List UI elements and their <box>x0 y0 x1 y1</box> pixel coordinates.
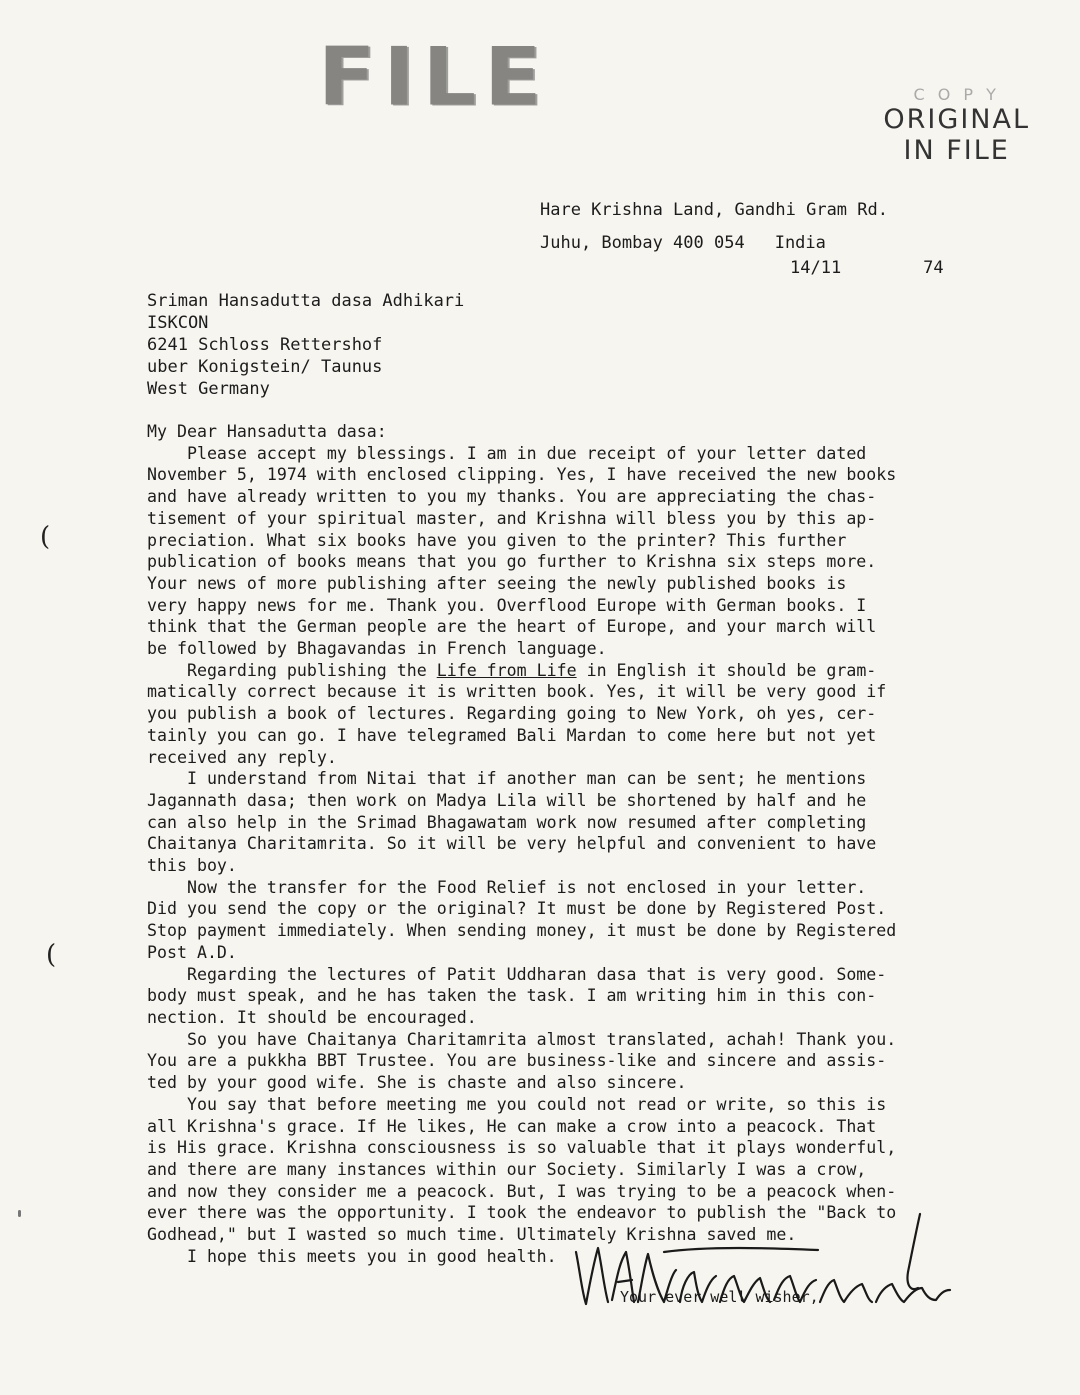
body-paragraphs <box>147 443 987 1268</box>
copy-stamp-faint: C O P Y <box>913 85 1000 104</box>
body-line: You are a pukkha BBT Trustee. You are business-like and sincere and assis- <box>147 1051 887 1071</box>
body-line: be followed by Bhagavandas in French language. <box>147 639 607 659</box>
letter-date <box>790 258 944 278</box>
body-line: very happy news for me. Thank you. Overflood Europe with German books. I <box>147 595 867 615</box>
body-line: I understand from Nitai that if another man can be sent; he mentions <box>147 769 867 789</box>
recipient-line: Sriman Hansadutta dasa Adhikari <box>147 291 465 311</box>
body-line: Please accept my blessings. I am in due receipt of your letter dated <box>147 443 867 463</box>
margin-mark: ( <box>40 522 51 552</box>
margin-mark: ( <box>46 940 57 970</box>
original-in-file-stamp <box>883 86 1030 166</box>
body-line: Your news of more publishing after seeing the newly published books is <box>147 573 847 593</box>
address-line1: Hare Krishna Land, Gandhi Gram Rd. <box>540 200 888 220</box>
body-line: and now they consider me a peacock. But, I was trying to be a peacock when- <box>147 1181 897 1201</box>
date-day-month: 14/11 <box>790 258 842 278</box>
body-line: received any reply. <box>147 747 337 767</box>
body-line: and have already written to you my thanks. You are appreciating the chas- <box>147 487 877 507</box>
body-line: matically correct because it is written book. Yes, it will be very good if <box>147 682 887 702</box>
body-line: preciation. What six books have you given to the printer? This further <box>147 530 847 550</box>
original-stamp-line1: ORIGINAL <box>883 104 1030 135</box>
address-country: India <box>774 233 826 253</box>
body-line: Jagannath dasa; then work on Madya Lila will be shortened by half and he <box>147 790 867 810</box>
body-line: tisement of your spiritual master, and Krishna will bless you by this ap- <box>147 508 877 528</box>
sender-address <box>540 194 888 260</box>
body-line: can also help in the Srimad Bhagawatam work now resumed after completing <box>147 812 867 832</box>
recipient-address <box>147 290 464 400</box>
body-line: Did you send the copy or the original? It must be done by Registered Post. <box>147 899 887 919</box>
body-line: Regarding the lectures of Patit Uddharan dasa that is very good. Some- <box>147 964 887 984</box>
file-stamp: FILE <box>318 30 550 124</box>
body-line: you publish a book of lectures. Regarding going to New York, oh yes, cer- <box>147 704 877 724</box>
body-line: Now the transfer for the Food Relief is not enclosed in your letter. <box>147 877 867 897</box>
body-line: all Krishna's grace. If He likes, He can make a crow into a peacock. That <box>147 1116 877 1136</box>
original-stamp-line2: IN FILE <box>903 135 1010 166</box>
body-line: publication of books means that you go further to Krishna six steps more. <box>147 552 877 572</box>
date-year: 74 <box>923 258 944 278</box>
body-line: November 5, 1974 with enclosed clipping. Yes, I have received the new books <box>147 465 897 485</box>
body-line: think that the German people are the heart of Europe, and your march will <box>147 617 877 637</box>
body-line: this boy. <box>147 856 237 876</box>
body-line: I hope this meets you in good health. <box>147 1246 557 1266</box>
salutation: My Dear Hansadutta dasa: <box>147 422 387 441</box>
body-line: ted by your good wife. She is chaste and also sincere. <box>147 1073 687 1093</box>
paper-speck <box>18 1210 21 1217</box>
body-line: Godhead," but I wasted so much time. Ultimately Krishna saved me. <box>147 1225 797 1245</box>
body-line: body must speak, and he has taken the task. I am writing him in this con- <box>147 986 877 1006</box>
body-line: and there are many instances within our Society. Similarly I was a crow, <box>147 1159 867 1179</box>
body-line: is His grace. Krishna consciousness is so valuable that it plays wonderful, <box>147 1138 897 1158</box>
body-line: Regarding publishing the Life from Life in English it should be gram- <box>147 660 877 680</box>
recipient-line: 6241 Schloss Rettershof <box>147 335 383 355</box>
body-line: Chaitanya Charitamrita. So it will be very helpful and convenient to have <box>147 834 877 854</box>
recipient-line: uber Konigstein/ Taunus <box>147 357 383 377</box>
body-line: Post A.D. <box>147 942 237 962</box>
underlined-book-title: Life from Life <box>436 660 577 680</box>
body-line: nection. It should be encouraged. <box>147 1007 477 1027</box>
recipient-line: ISKCON <box>147 313 209 333</box>
closing-line: Your ever well wisher, <box>620 1288 819 1306</box>
body-line: tainly you can go. I have telegramed Bali Mardan to come here but not yet <box>147 725 877 745</box>
address-line2 <box>540 227 888 260</box>
address-city: Juhu, Bombay 400 054 <box>540 233 745 253</box>
body-line: Stop payment immediately. When sending money, it must be done by Registered <box>147 921 897 941</box>
body-line: So you have Chaitanya Charitamrita almost translated, achah! Thank you. <box>147 1029 897 1049</box>
handwritten-signature <box>568 1212 968 1312</box>
body-line: You say that before meeting me you could not read or write, so this is <box>147 1094 887 1114</box>
body-line: ever there was the opportunity. I took the endeavor to publish the "Back to <box>147 1203 897 1223</box>
letter-body <box>147 421 987 1267</box>
recipient-line: West Germany <box>147 379 270 399</box>
